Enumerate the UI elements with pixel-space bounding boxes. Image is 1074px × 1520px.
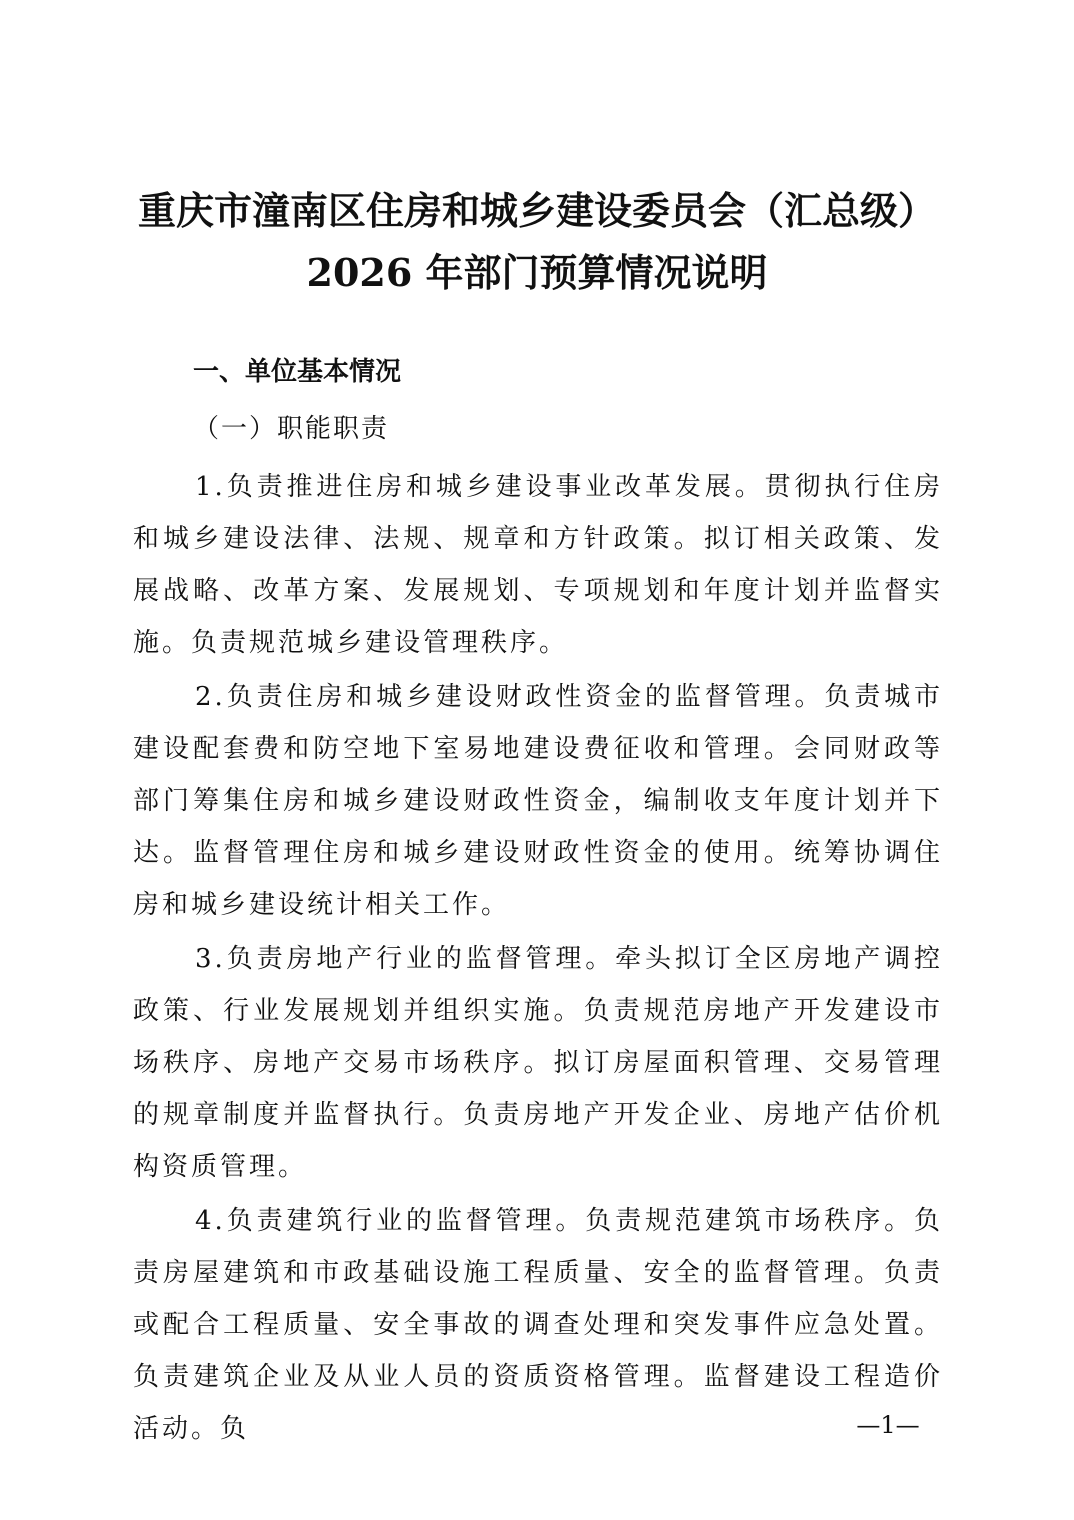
document-title xyxy=(0,186,1074,298)
paragraph-1: 1.负责推进住房和城乡建设事业改革发展。贯彻执行住房和城乡建设法律、法规、规章和方针政策。拟订相关政策、发展战略、改革方案、发展规划、专项规划和年度计划并监督实施。负责规范城乡建设管理秩序。 xyxy=(133,472,943,658)
paragraph-4: 4.负责建筑行业的监督管理。负责规范建筑市场秩序。负责房屋建筑和市政基础设施工程质量、安全的监督管理。负责或配合工程质量、安全事故的调查处理和突发事件应急处置。负责建筑企业及从业人员的资质资格管理。监督建设工程造价活动。负 xyxy=(133,1206,943,1444)
body-text xyxy=(133,461,943,1457)
sub-heading: （一）职能职责 xyxy=(193,414,390,444)
section-heading: 一、单位基本情况 xyxy=(193,357,402,387)
title-line-1: 重庆市潼南区住房和城乡建设委员会（汇总级） xyxy=(137,189,936,233)
paragraph-3: 3.负责房地产行业的监督管理。牵头拟订全区房地产调控政策、行业发展规划并组织实施。负责规范房地产开发建设市场秩序、房地产交易市场秩序。拟订房屋面积管理、交易管理的规章制度并监督执行。负责房地产开发企业、房地产估价机构资质管理。 xyxy=(133,944,943,1182)
page-number: —1— xyxy=(856,1411,920,1439)
paragraph-2: 2.负责住房和城乡建设财政性资金的监督管理。负责城市建设配套费和防空地下室易地建设费征收和管理。会同财政等部门筹集住房和城乡建设财政性资金，编制收支年度计划并下达。监督管理住房和城乡建设财政性资金的使用。统筹协调住房和城乡建设统计相关工作。 xyxy=(133,682,943,920)
title-line-2: 2026 年部门预算情况说明 xyxy=(306,250,768,295)
